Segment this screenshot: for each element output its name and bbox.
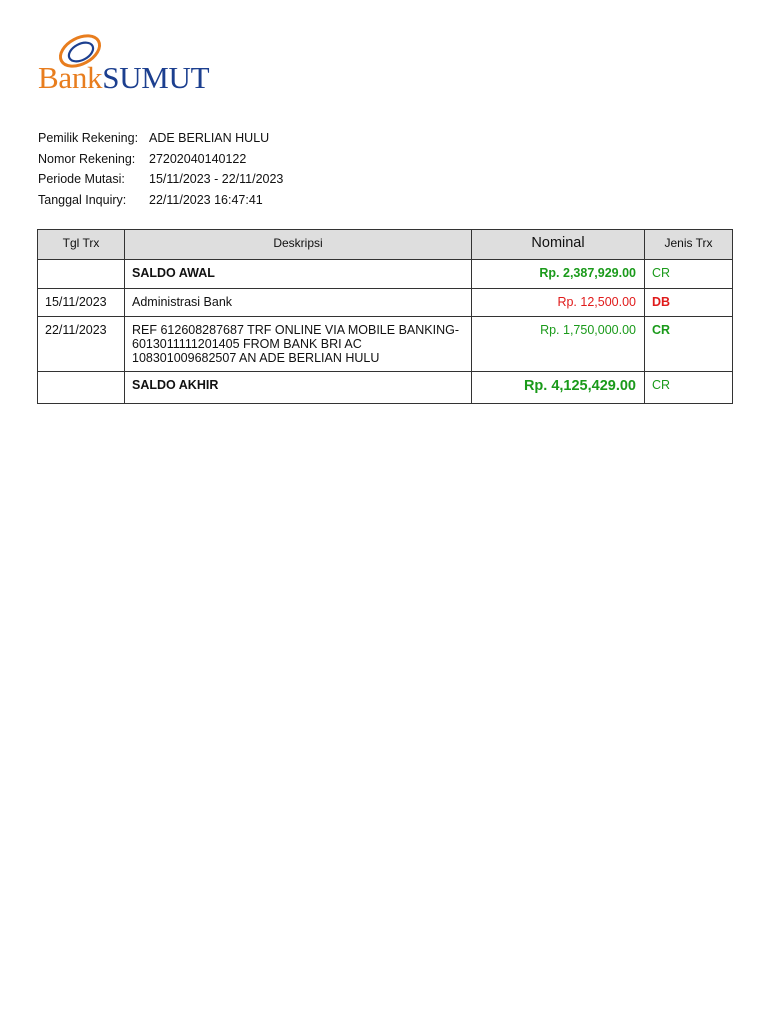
info-row-account-number [38, 149, 283, 170]
info-row-owner [38, 128, 283, 149]
cell-nominal: Rp. 12,500.00 [472, 289, 645, 317]
cell-tgl: 15/11/2023 [38, 289, 125, 317]
transaction-table [37, 229, 733, 404]
info-value: 15/11/2023 - 22/11/2023 [149, 172, 284, 187]
header-jenis: Jenis Trx [645, 230, 733, 260]
logo-bank-text: Bank [38, 60, 103, 95]
cell-nominal: Rp. 4,125,429.00 [472, 372, 645, 404]
table-row [38, 372, 733, 404]
cell-deskripsi: SALDO AWAL [125, 260, 472, 289]
cell-jenis: CR [645, 372, 733, 404]
logo-wordmark [38, 60, 209, 96]
table-row [38, 317, 733, 372]
bank-logo [38, 32, 248, 98]
cell-tgl [38, 372, 125, 404]
cell-deskripsi: SALDO AKHIR [125, 372, 472, 404]
cell-deskripsi: Administrasi Bank [125, 289, 472, 317]
info-value: 22/11/2023 16:47:41 [149, 193, 263, 208]
info-label: Periode Mutasi: [38, 172, 125, 187]
info-label: Nomor Rekening: [38, 151, 136, 166]
table-row [38, 289, 733, 317]
cell-jenis: DB [645, 289, 733, 317]
cell-deskripsi: REF 612608287687 TRF ONLINE VIA MOBILE BANKING-6013011111201405 FROM BANK BRI AC 108301009682507 AN ADE BERLIAN HULU [125, 317, 472, 372]
cell-nominal: Rp. 2,387,929.00 [472, 260, 645, 289]
cell-jenis: CR [645, 317, 733, 372]
header-nominal: Nominal [472, 230, 645, 260]
info-label: Tanggal Inquiry: [38, 193, 127, 208]
cell-tgl: 22/11/2023 [38, 317, 125, 372]
logo-sumut-text: SUMUT [102, 60, 210, 95]
info-row-period [38, 169, 283, 190]
header-tgl: Tgl Trx [38, 230, 125, 260]
account-info [38, 128, 283, 211]
table-header-row [38, 230, 733, 260]
cell-nominal: Rp. 1,750,000.00 [472, 317, 645, 372]
info-row-inquiry-date [38, 190, 283, 211]
info-value: ADE BERLIAN HULU [149, 131, 270, 145]
info-value: 27202040140122 [149, 151, 247, 166]
cell-tgl [38, 260, 125, 289]
table-row [38, 260, 733, 289]
info-label: Pemilik Rekening: [38, 131, 139, 145]
cell-jenis: CR [645, 260, 733, 289]
header-deskripsi: Deskripsi [125, 230, 472, 260]
